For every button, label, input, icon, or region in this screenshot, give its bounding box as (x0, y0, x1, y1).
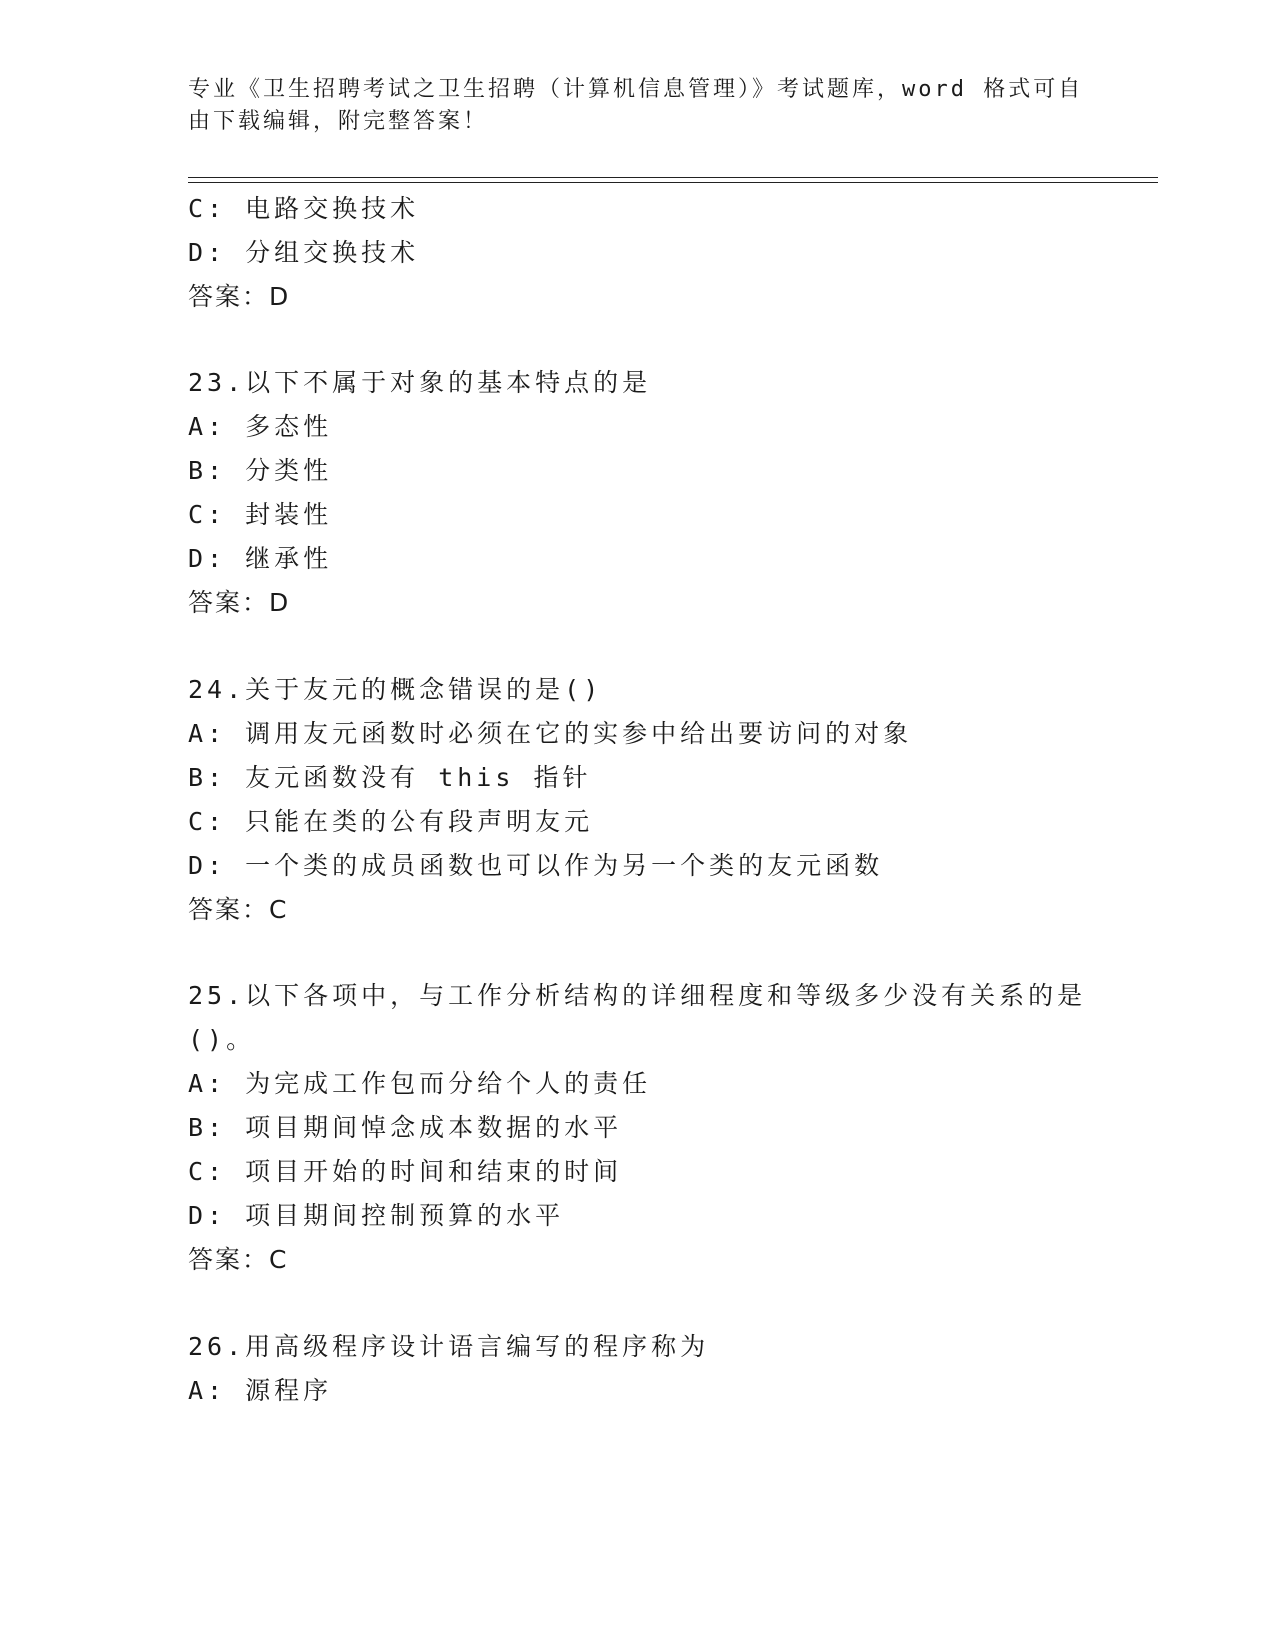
option-c-q25: C: 项目开始的时间和结束的时间 (188, 1157, 623, 1186)
header-line-2: 由下载编辑，附完整答案！ (188, 109, 489, 134)
answer-q22: 答案：D (188, 282, 291, 311)
option-b-q23: B: 分类性 (188, 456, 333, 485)
header-divider-bottom (188, 182, 1158, 183)
option-a-q26: A: 源程序 (188, 1376, 333, 1405)
option-a-q23: A: 多态性 (188, 412, 333, 441)
header-divider-top (188, 177, 1158, 178)
answer-q24: 答案：C (188, 895, 289, 924)
header-line-1: 专业《卫生招聘考试之卫生招聘（计算机信息管理）》考试题库，word 格式可自 (188, 77, 1084, 102)
answer-q25: 答案：C (188, 1245, 289, 1274)
option-c-q24: C: 只能在类的公有段声明友元 (188, 807, 594, 836)
document-header (188, 74, 1084, 138)
question-25: 25.以下各项中，与工作分析结构的详细程度和等级多少没有关系的是 (188, 981, 1087, 1010)
option-d-q25: D: 项目期间控制预算的水平 (188, 1201, 565, 1230)
answer-q23: 答案：D (188, 588, 291, 617)
question-26: 26.用高级程序设计语言编写的程序称为 (188, 1332, 710, 1361)
option-d-q23: D: 继承性 (188, 544, 333, 573)
question-25-continued: ()。 (188, 1025, 256, 1054)
option-b-q25: B: 项目期间悼念成本数据的水平 (188, 1113, 623, 1142)
option-a-q25: A: 为完成工作包而分给个人的责任 (188, 1069, 652, 1098)
question-23: 23.以下不属于对象的基本特点的是 (188, 368, 652, 397)
option-c-q22: C: 电路交换技术 (188, 194, 420, 223)
option-d-q22: D: 分组交换技术 (188, 238, 420, 267)
option-c-q23: C: 封装性 (188, 500, 333, 529)
option-a-q24: A: 调用友元函数时必须在它的实参中给出要访问的对象 (188, 719, 913, 748)
option-d-q24: D: 一个类的成员函数也可以作为另一个类的友元函数 (188, 851, 884, 880)
option-b-q24: B: 友元函数没有 this 指针 (188, 763, 592, 792)
question-24: 24.关于友元的概念错误的是() (188, 675, 603, 704)
